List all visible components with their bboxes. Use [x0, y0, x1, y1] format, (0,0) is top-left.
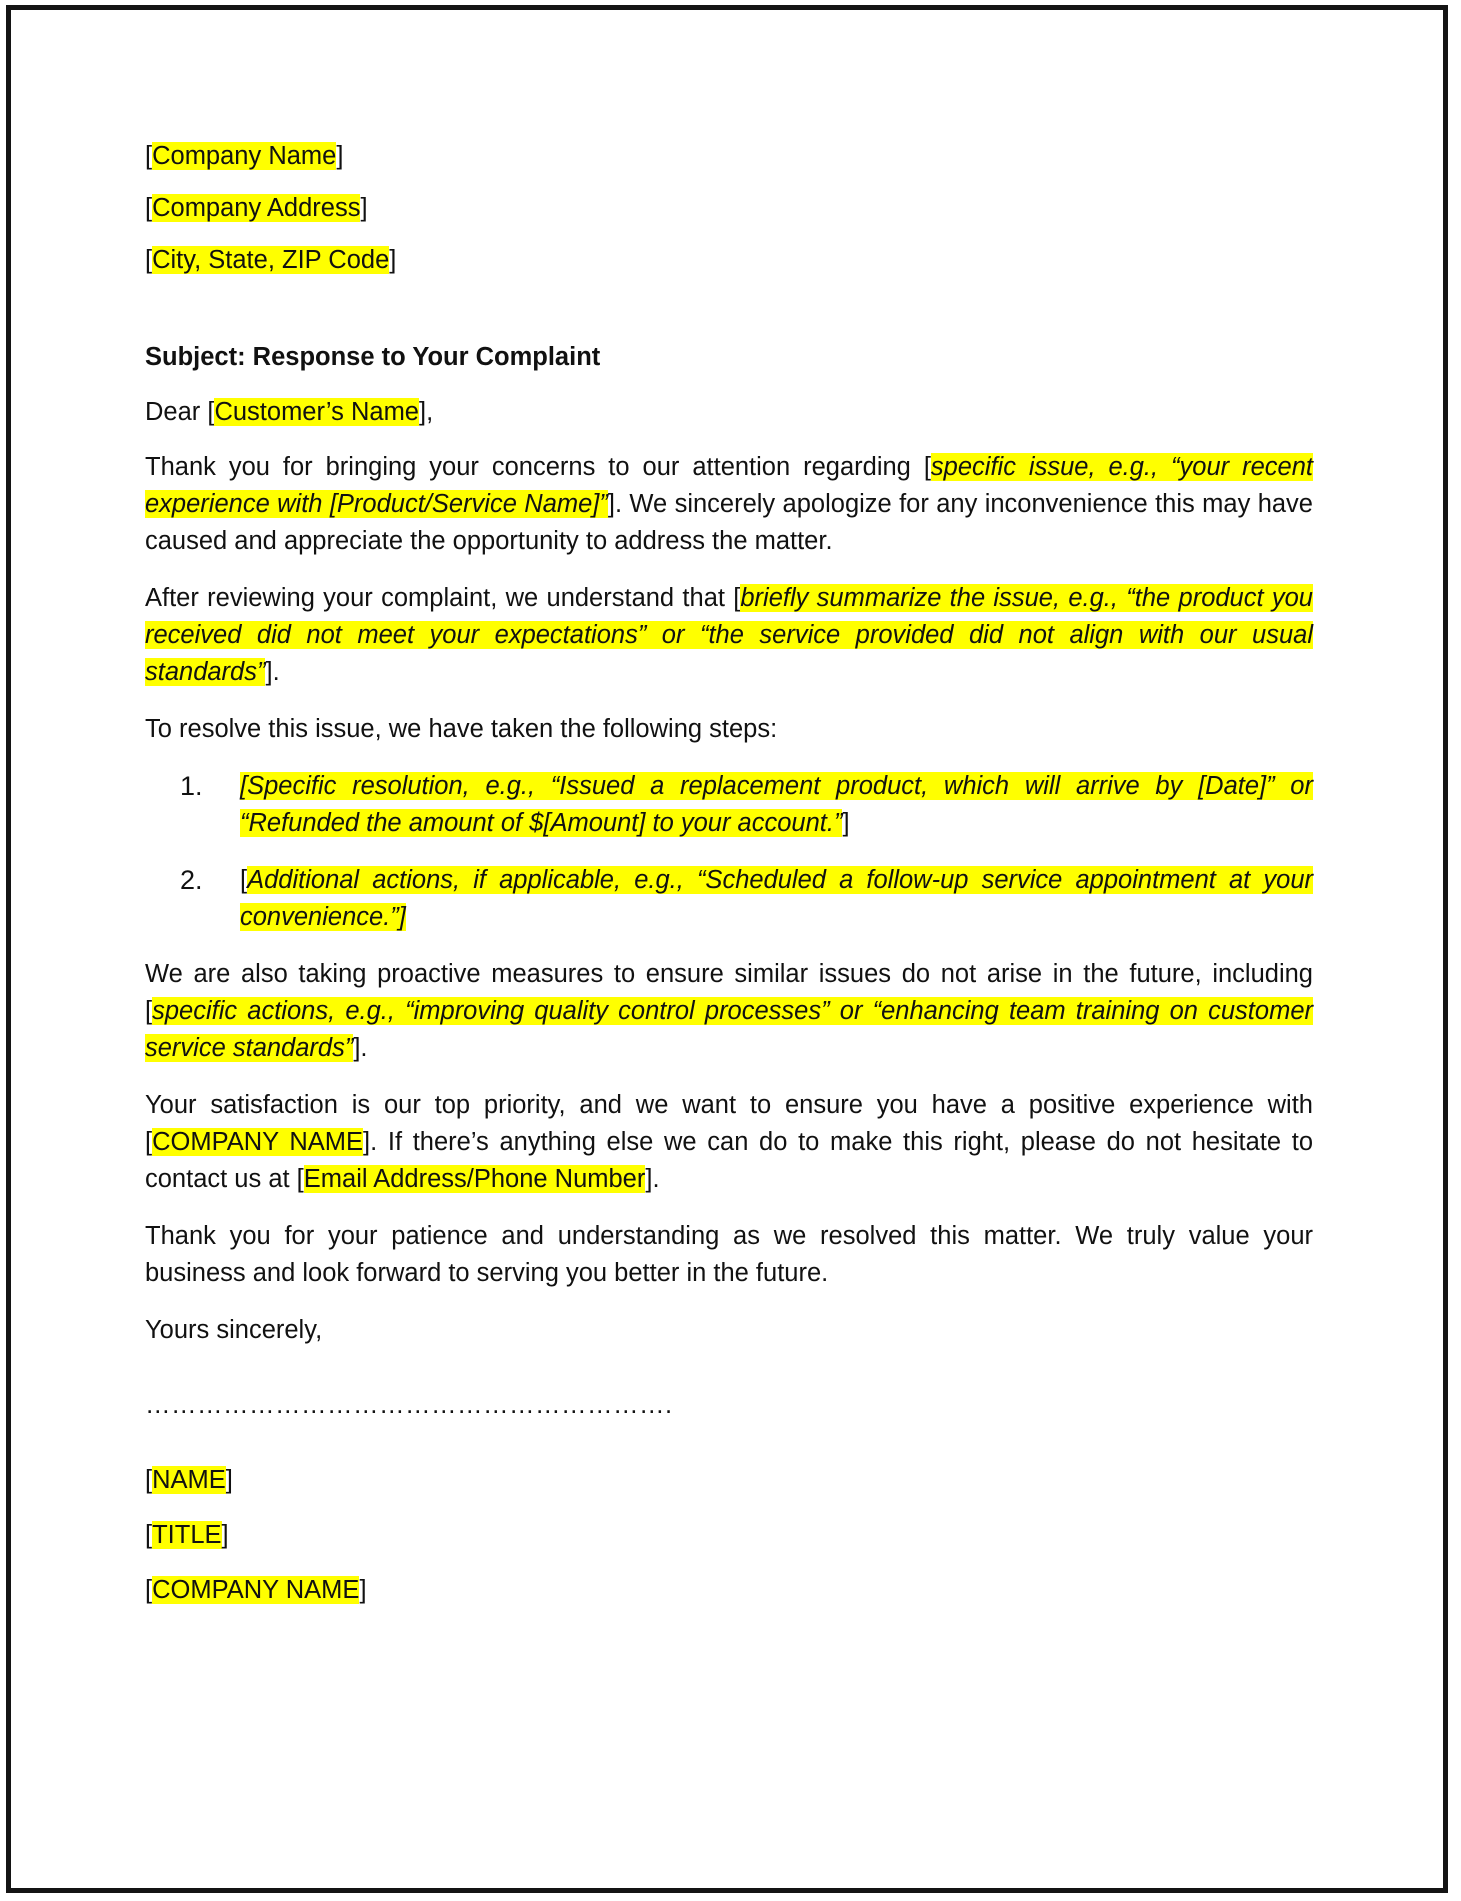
signature-company-placeholder: COMPANY NAME [152, 1576, 360, 1604]
closing: Yours sincerely, [145, 1316, 323, 1344]
specific-resolution-placeholder: [Specific resolution, e.g., “Issued a replacement product, which will arrive by [Date]” or “Refunded the amount of $[Amount] to your account.” [240, 772, 1313, 837]
additional-actions-placeholder: Additional actions, if applicable, e.g., “Scheduled a follow-up service appointment at your convenience.”] [240, 866, 1313, 931]
paragraph-proactive [145, 956, 1313, 1067]
city-state-zip-placeholder: City, State, ZIP Code [152, 246, 390, 274]
resolution-steps-list [145, 768, 1313, 936]
paragraph-thanks [145, 449, 1313, 560]
list-item [145, 768, 1313, 842]
paragraph-review [145, 580, 1313, 691]
company-address-placeholder: Company Address [152, 194, 361, 222]
salutation [145, 394, 1313, 431]
list-item [145, 862, 1313, 936]
customer-name-placeholder: Customer’s Name [214, 398, 419, 426]
paragraph-text: ]. [645, 1165, 660, 1193]
city-state-zip-line: [City, State, ZIP Code] [145, 246, 397, 274]
salutation-suffix: ], [419, 398, 434, 426]
paragraph-satisfaction [145, 1087, 1313, 1198]
paragraph-text: After reviewing your complaint, we understand that [ [145, 584, 741, 612]
signature-company-line: [COMPANY NAME] [145, 1576, 367, 1604]
list-item-text [240, 862, 1313, 936]
subject-line: Subject: Response to Your Complaint [145, 343, 601, 371]
address-block [145, 138, 1313, 279]
signature-name-placeholder: NAME [152, 1466, 226, 1494]
paragraph-text: Thank you for bringing your concerns to our attention regarding [ [145, 453, 931, 481]
list-number-text: 1. [180, 771, 203, 801]
company-address-line: [Company Address] [145, 194, 368, 222]
contact-placeholder: Email Address/Phone Number [303, 1165, 646, 1193]
paragraph-text: ]. [265, 658, 280, 686]
list-number [145, 862, 240, 936]
signature-line: ……………………………………………………. [145, 1391, 673, 1419]
paragraph-text: ]. We sincerely apologize for any inconvenience this may have caused and appreciate the opportunity to address the matter. [145, 490, 1313, 555]
paragraph-text: Your satisfaction is our top priority, and we want to ensure you have a positive experience with [ [145, 1091, 1313, 1156]
paragraph-closing-thanks: Thank you for your patience and understanding as we resolved this matter. We truly value your business and look forward to serving you better in the future. [145, 1222, 1313, 1287]
signature-name-line: [NAME] [145, 1466, 233, 1494]
paragraph-text: ]. [353, 1034, 368, 1062]
signature-title-line: [TITLE] [145, 1521, 229, 1549]
list-number [145, 768, 240, 842]
paragraph-steps-intro: To resolve this issue, we have taken the following steps: [145, 715, 778, 743]
company-name-placeholder: COMPANY NAME [152, 1128, 364, 1156]
letter-body [145, 138, 1313, 1627]
issue-summary-placeholder: briefly summarize the issue, e.g., “the product you received did not meet your expectations” or “the service provided did not align with our usual standards” [145, 584, 1313, 686]
paragraph-text: We are also taking proactive measures to ensure similar issues do not arise in the future, including [ [145, 960, 1313, 1025]
bracket-text: [ [240, 866, 248, 894]
salutation-prefix: Dear [ [145, 398, 215, 426]
company-name-line: [Company Name] [145, 142, 344, 170]
specific-actions-placeholder: specific actions, e.g., “improving quality control processes” or “enhancing team training on customer service standards” [145, 997, 1313, 1062]
list-item-text [240, 768, 1313, 842]
bracket-text: ] [842, 809, 850, 837]
paragraph-text: ]. If there’s anything else we can do to make this right, please do not hesitate to contact us at [ [145, 1128, 1314, 1193]
list-number-text: 2. [180, 865, 203, 895]
specific-issue-placeholder: specific issue, e.g., “your recent experience with [Product/Service Name]” [145, 453, 1313, 518]
company-name-placeholder: Company Name [152, 142, 337, 170]
signature-title-placeholder: TITLE [152, 1521, 222, 1549]
